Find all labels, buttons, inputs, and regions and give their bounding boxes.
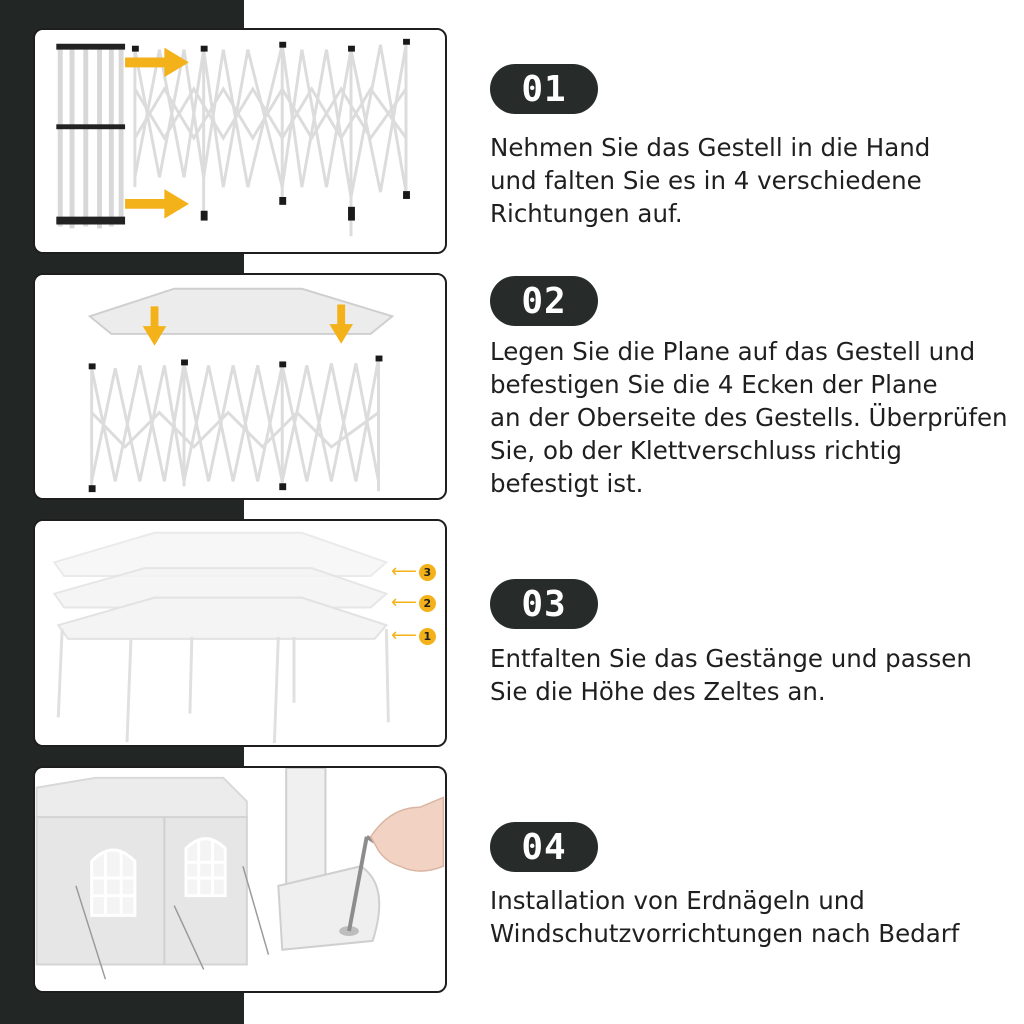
folded-frame-illustration <box>35 30 445 252</box>
step-description-04: Installation von Erdnägeln und Windschutzvorrichtungen nach Bedarf <box>490 886 960 948</box>
step-2-image <box>33 273 447 500</box>
height-adjust-illustration <box>35 521 445 745</box>
step-badge-04: 04 <box>490 822 598 872</box>
step-3-image <box>33 519 447 747</box>
height-marker-3: ⟵ 3 <box>391 563 436 581</box>
window-left <box>92 850 135 915</box>
arrow-left-icon: ⟵ <box>391 592 417 613</box>
stakes-installation-illustration <box>35 768 445 991</box>
arrow-left-icon: ⟵ <box>391 625 417 646</box>
height-marker-1: ⟵ 1 <box>391 627 436 645</box>
step-badge-02: 02 <box>490 276 598 326</box>
canopy-on-frame-illustration <box>35 275 445 498</box>
step-4-image <box>33 766 447 993</box>
step-description-02: Legen Sie die Plane auf das Gestell und befestigen Sie die 4 Ecken der Plane an der Oberseite des Gestells. Überprüfen Sie, ob der Klettverschluss richtig befestigt ist. <box>490 337 1008 498</box>
tent-roof <box>37 778 247 817</box>
height-marker-2: ⟵ 2 <box>391 594 436 612</box>
step-description-01: Nehmen Sie das Gestell in die Hand und falten Sie es in 4 verschiedene Richtungen auf. <box>490 133 931 228</box>
step-badge-03: 03 <box>490 579 598 629</box>
window-right <box>186 839 225 896</box>
step-badge-01: 01 <box>490 64 598 114</box>
arrow-left-icon: ⟵ <box>391 561 417 582</box>
step-description-03: Entfalten Sie das Gestänge und passen Sie die Höhe des Zeltes an. <box>490 644 972 706</box>
step-1-image <box>33 28 447 254</box>
